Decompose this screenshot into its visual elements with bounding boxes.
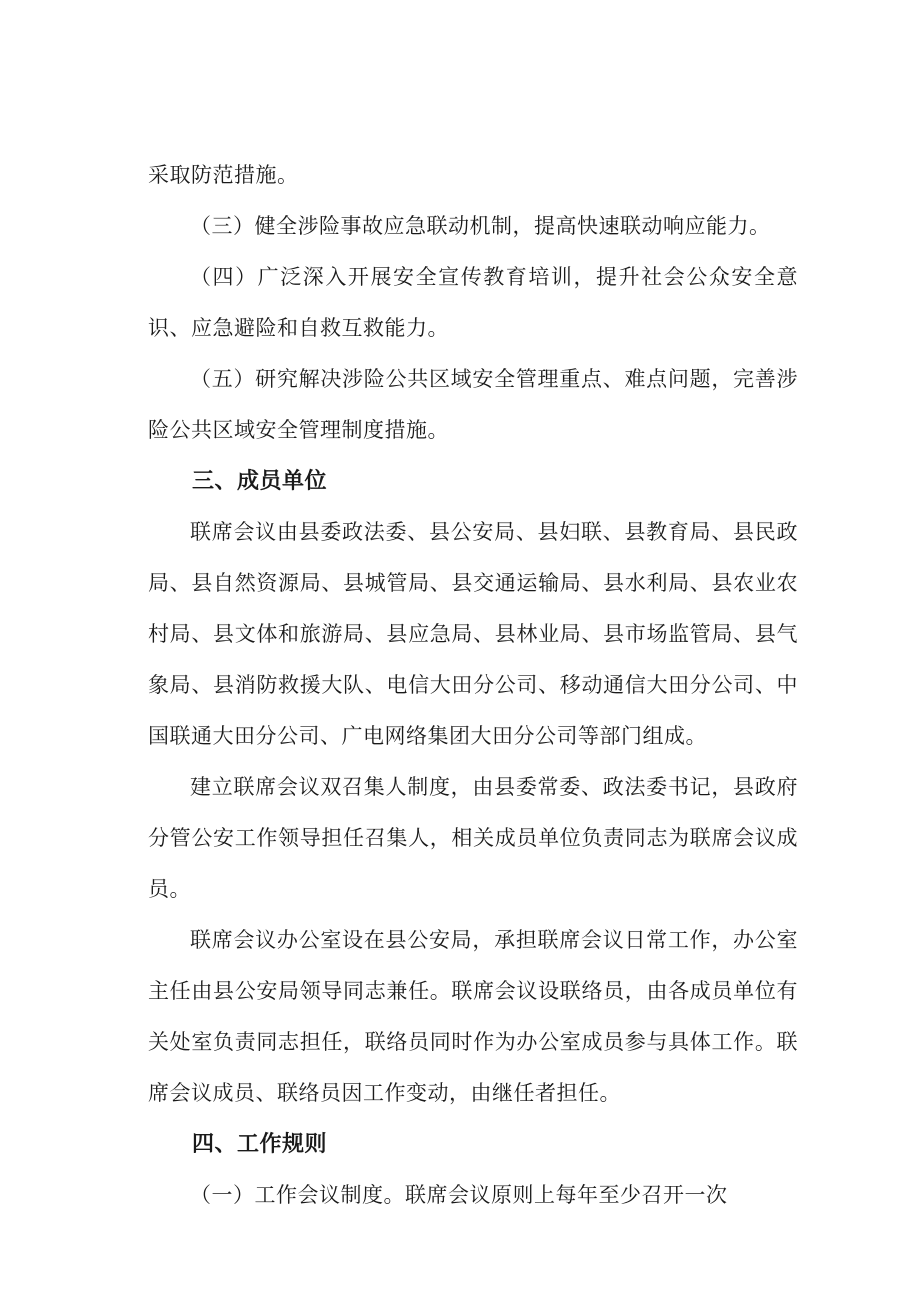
paragraph-item-4: （四）广泛深入开展安全宣传教育培训，提升社会公众安全意识、应急避险和自救互救能力。: [148, 265, 798, 340]
paragraph-item-5: （五）研究解决涉险公共区域安全管理重点、难点问题，完善涉险公共区域安全管理制度措施。: [148, 367, 798, 442]
paragraph-office: 联席会议办公室设在县公安局，承担联席会议日常工作，办公室主任由县公安局领导同志兼任。联席会议设联络员，由各成员单位有关处室负责同志担任，联络员同时作为办公室成员参与具体工作。联席会议成员、联络员因工作变动，由继任者担任。: [148, 928, 798, 1105]
paragraph-work-rule-1: （一）工作会议制度。联席会议原则上每年至少召开一次: [190, 1183, 728, 1207]
paragraph-item-3: （三）健全涉险事故应急联动机制，提高快速联动响应能力。: [190, 214, 771, 238]
section-heading-member-units: 三、成员单位: [192, 469, 328, 494]
section-heading-work-rules: 四、工作规则: [192, 1132, 328, 1157]
document-body: [148, 150, 798, 1221]
paragraph-convener-system: 建立联席会议双召集人制度，由县委常委、政法委书记，县政府分管公安工作领导担任召集人，相关成员单位负责同志为联席会议成员。: [148, 775, 798, 901]
paragraph-member-units: 联席会议由县委政法委、县公安局、县妇联、县教育局、县民政局、县自然资源局、县城管局、县交通运输局、县水利局、县农业农村局、县文体和旅游局、县应急局、县林业局、县市场监管局、县气象局、县消防救援大队、电信大田分公司、移动通信大田分公司、中国联通大田分公司、广电网络集团大田分公司等部门组成。: [148, 520, 798, 748]
paragraph-continuation: 采取防范措施。: [148, 163, 299, 187]
